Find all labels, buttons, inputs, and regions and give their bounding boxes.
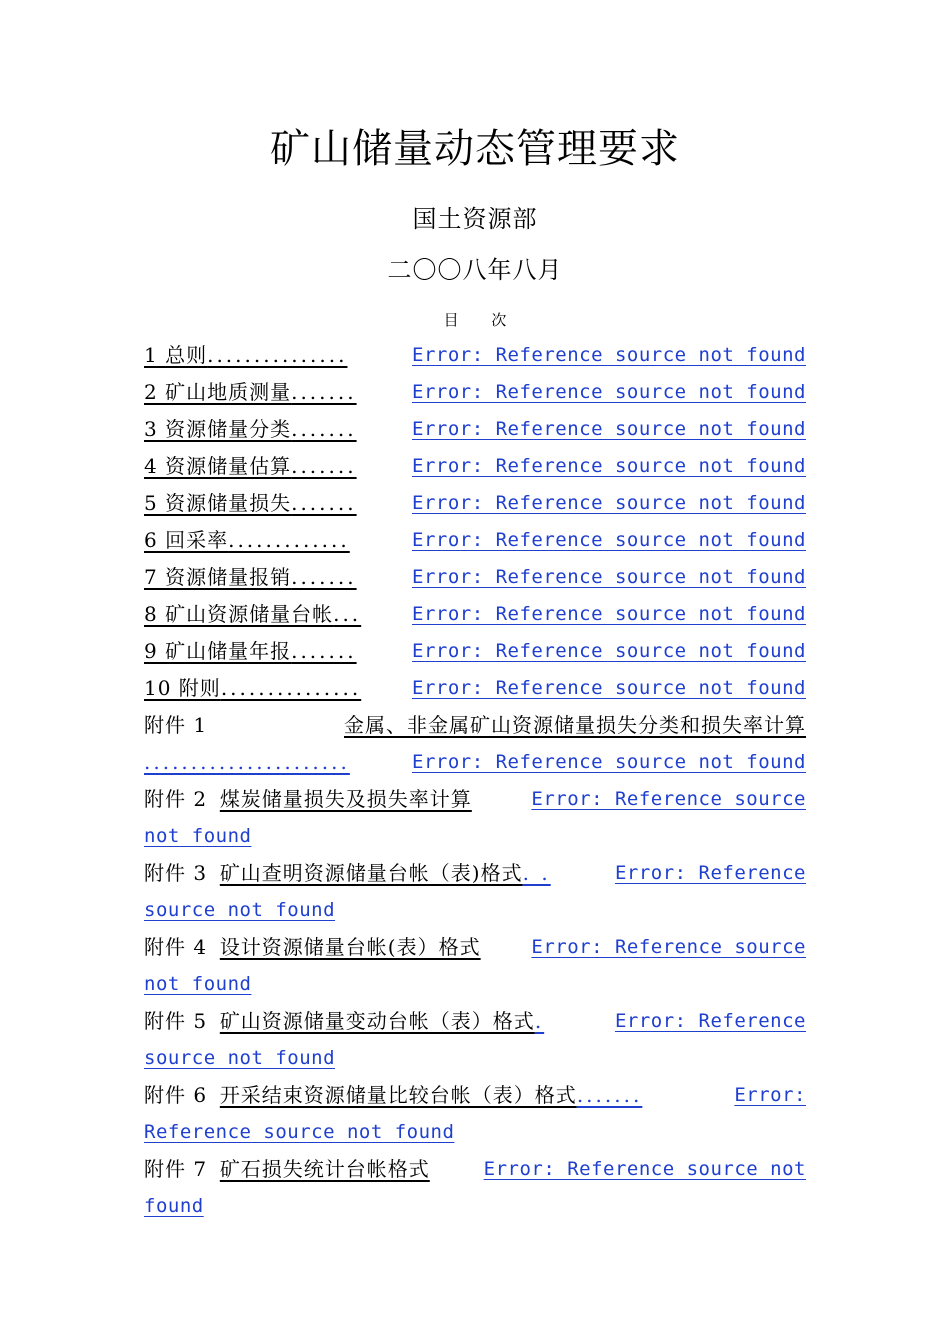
toc-annex-4-continued[interactable] [144, 966, 806, 1003]
toc-page-reference[interactable]: Error: Reference source not found [412, 344, 806, 366]
table-of-contents [144, 337, 806, 1225]
toc-leader-dots: ....... [291, 380, 357, 404]
toc-page-reference[interactable]: Error: Reference source not found [412, 566, 806, 588]
annex-prefix: 附件 1 [144, 713, 208, 737]
toc-entry-label: 10 附则 [144, 676, 221, 700]
toc-page-reference[interactable]: Error: Reference source [531, 788, 806, 810]
toc-page-reference[interactable]: Error: Reference source not [483, 1158, 806, 1180]
toc-heading-left: 目 [443, 311, 459, 329]
toc-entry-label: 1 总则 [144, 343, 208, 367]
toc-entry-2[interactable] [144, 374, 806, 411]
toc-leader-dots: ............... [220, 676, 362, 700]
toc-annex-3-continued[interactable] [144, 892, 806, 929]
toc-page-reference[interactable]: source not found [144, 1047, 336, 1069]
annex-label: 开采结束资源储量比较台帐（表）格式 [219, 1083, 577, 1107]
annex-prefix: 附件 4 [144, 935, 208, 959]
toc-leader-dots: ... [333, 602, 362, 626]
toc-annex-6[interactable] [144, 1077, 806, 1114]
annex-prefix: 附件 5 [144, 1009, 208, 1033]
toc-annex-1-continued[interactable] [144, 744, 806, 781]
toc-entry-9[interactable] [144, 633, 806, 670]
toc-entry-8[interactable] [144, 596, 806, 633]
annex-prefix: 附件 2 [144, 787, 208, 811]
annex-prefix: 附件 3 [144, 861, 208, 885]
toc-page-reference[interactable]: Error: Reference source not found [412, 751, 806, 773]
toc-leader-dots: ...................... [144, 750, 350, 774]
toc-page-reference[interactable]: Error: Reference source not found [412, 640, 806, 662]
annex-label: 矿山资源储量变动台帐（表）格式 [219, 1009, 535, 1033]
toc-annex-7-continued[interactable] [144, 1188, 806, 1225]
toc-page-reference[interactable]: Error: Reference source not found [412, 529, 806, 551]
toc-annex-5-continued[interactable] [144, 1040, 806, 1077]
toc-page-reference[interactable]: Error: Reference source not found [412, 677, 806, 699]
toc-entry-1[interactable] [144, 337, 806, 374]
toc-page-reference[interactable]: not found [144, 973, 252, 995]
toc-entry-label: 9 矿山储量年报 [144, 639, 292, 663]
toc-page-reference[interactable]: source not found [144, 899, 336, 921]
toc-page-reference[interactable]: Error: Reference [614, 1010, 806, 1032]
toc-entry-label: 8 矿山资源储量台帐 [144, 602, 334, 626]
toc-page-reference[interactable]: Error: [734, 1084, 806, 1106]
toc-entry-label: 4 资源储量估算 [144, 454, 292, 478]
toc-entry-label: 5 资源储量损失 [144, 491, 292, 515]
toc-entry-label: 2 矿山地质测量 [144, 380, 292, 404]
annex-label: 矿山查明资源储量台帐（表)格式 [219, 861, 523, 885]
toc-annex-1[interactable] [144, 707, 806, 744]
document-date: 二〇〇八年八月 [387, 256, 563, 284]
toc-page-reference[interactable]: Reference source not found [144, 1121, 455, 1143]
toc-page-reference[interactable]: found [144, 1195, 204, 1217]
toc-page-reference[interactable]: Error: Reference source not found [412, 381, 806, 403]
toc-entry-5[interactable] [144, 485, 806, 522]
annex-label: 矿石损失统计台帐格式 [219, 1157, 430, 1181]
annex-label: 煤炭储量损失及损失率计算 [219, 787, 472, 811]
toc-annex-5[interactable] [144, 1003, 806, 1040]
toc-annex-7[interactable] [144, 1151, 806, 1188]
toc-page-reference[interactable]: Error: Reference source not found [412, 418, 806, 440]
toc-page-reference[interactable]: Error: Reference [614, 862, 806, 884]
toc-leader-dots: ....... [291, 417, 357, 441]
toc-heading-right: 次 [491, 311, 507, 329]
toc-page-reference[interactable]: Error: Reference source [531, 936, 806, 958]
toc-entry-label: 6 回采率 [144, 528, 229, 552]
annex-label: 金属、非金属矿山资源储量损失分类和损失率计算 [344, 713, 806, 737]
toc-page-reference[interactable]: Error: Reference source not found [412, 603, 806, 625]
toc-entry-6[interactable] [144, 522, 806, 559]
toc-entry-7[interactable] [144, 559, 806, 596]
toc-page-reference[interactable]: not found [144, 825, 252, 847]
toc-page-reference[interactable]: Error: Reference source not found [412, 492, 806, 514]
toc-leader-dots: ............. [228, 528, 350, 552]
toc-annex-2-continued[interactable] [144, 818, 806, 855]
toc-heading [0, 309, 950, 331]
toc-entry-4[interactable] [144, 448, 806, 485]
toc-leader-dots: ....... [291, 639, 357, 663]
toc-leader-dots: . [534, 1009, 545, 1033]
toc-entry-10[interactable] [144, 670, 806, 707]
toc-annex-6-continued[interactable] [144, 1114, 806, 1151]
toc-leader-dots: ....... [291, 454, 357, 478]
annex-prefix: 附件 7 [144, 1157, 208, 1181]
toc-leader-dots: ....... [576, 1083, 643, 1107]
toc-entry-label: 3 资源储量分类 [144, 417, 292, 441]
toc-leader-dots: ....... [291, 491, 357, 515]
document-title: 矿山储量动态管理要求 [270, 126, 680, 172]
annex-label: 设计资源储量台帐(表）格式 [219, 935, 481, 959]
toc-entry-label: 7 资源储量报销 [144, 565, 292, 589]
toc-annex-4[interactable] [144, 929, 806, 966]
toc-annex-2[interactable] [144, 781, 806, 818]
organization: 国土资源部 [412, 205, 538, 233]
toc-annex-3[interactable] [144, 855, 806, 892]
toc-leader-dots: ....... [291, 565, 357, 589]
toc-page-reference[interactable]: Error: Reference source not found [412, 455, 806, 477]
annex-prefix: 附件 6 [144, 1083, 208, 1107]
toc-leader-dots: ............... [207, 343, 348, 367]
toc-entry-3[interactable] [144, 411, 806, 448]
toc-leader-dots: . . [522, 861, 551, 885]
